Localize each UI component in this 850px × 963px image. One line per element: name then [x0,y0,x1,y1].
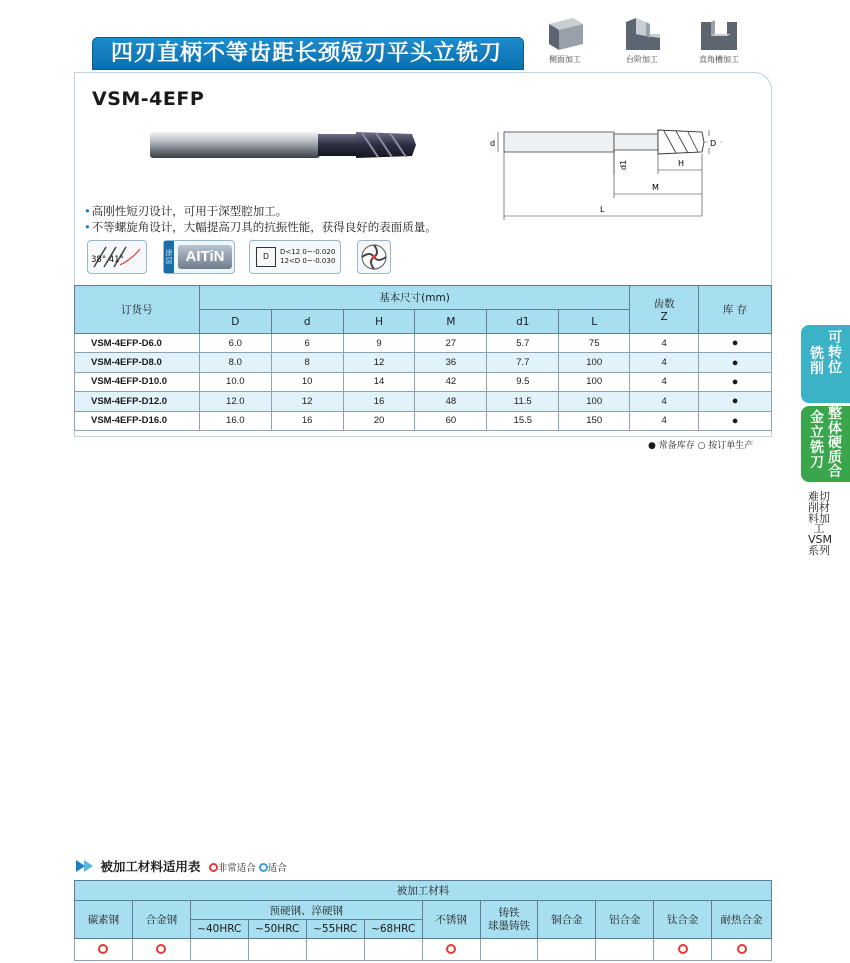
tolerance-line: 12<D 0~-0.030 [280,257,336,265]
suitability-cell [132,939,190,961]
mat-col: 钛合金 [654,901,712,939]
suitability-cell [75,939,133,961]
suitability-cell [596,939,654,961]
very-suitable-icon [678,944,688,954]
side-milling-icon: 侧面加工 [535,16,595,65]
helix-angle-text: 38°,41° [91,255,124,265]
col-M: M [415,310,487,334]
dim-M-label: M [652,183,659,192]
dims-header: 基本尺寸(mm) [199,286,629,310]
table-row: VSM-4EFP-D6.0 6.0 6 9 27 5.7 75 4 ● [75,334,772,353]
col-D: D [199,310,271,334]
feature-item: •不等螺旋角设计，大幅提高刀具的抗振性能，获得良好的表面质量。 [84,220,437,234]
dim-d-label: d [490,139,496,148]
mat-col: 不锈钢 [422,901,480,939]
feature-item: •高刚性短刃设计，可用于深型腔加工。 [84,204,288,218]
table-row [75,939,772,961]
dimension-drawing [490,116,722,231]
mat-col: 合金钢 [132,901,190,939]
col-L: L [559,310,630,334]
material-section-title: 被加工材料适用表 非常适合 适合 [76,857,287,875]
col-d1: d1 [487,310,559,334]
hardness-col: ~55HRC [306,920,364,939]
helix-angle-badge [87,240,147,274]
model-name: VSM-4EFP [92,88,205,110]
side-tab-indexable[interactable]: 铣削 可转位 [801,325,850,403]
hardness-col: ~68HRC [364,920,422,939]
stock-legend: ● 常备库存 ○ 按订单生产 [648,441,754,451]
mat-col: 耐热合金 [712,901,772,939]
very-suitable-icon [737,944,747,954]
very-suitable-icon [156,944,166,954]
hardness-col: ~50HRC [248,920,306,939]
very-suitable-icon [209,863,218,872]
table-row: VSM-4EFP-D12.0 12.0 12 16 48 11.5 100 4 ● [75,392,772,411]
four-flute-icon [357,240,391,274]
suitability-cell [422,939,480,961]
very-suitable-icon [446,944,456,954]
mat-col: 铜合金 [538,901,596,939]
shoulder-milling-icon: 台阶加工 [612,16,672,65]
suitability-cell [190,939,248,961]
double-arrow-icon [76,860,96,872]
table-row: VSM-4EFP-D16.0 16.0 16 20 60 15.5 150 4 ● [75,411,772,430]
material-table [74,880,772,961]
order-header: 订货号 [75,286,200,334]
mat-col: 铸铁 球墨铸铁 [480,901,538,939]
material-group-header: 被加工材料 [75,881,772,901]
tolerance-badge: D D<12 0~-0.020 12<D 0~-0.030 [249,240,341,274]
very-suitable-icon [98,944,108,954]
slotting-icon: 直角槽加工 [689,16,749,65]
coating-badge: 涂层 AITiN [163,240,235,274]
hardness-col: ~40HRC [190,920,248,939]
dim-L-label: L [600,205,605,214]
teeth-header: 齿数 Z [630,286,699,334]
suitability-cell [364,939,422,961]
feature-list [84,203,437,235]
operation-icons [535,16,770,71]
side-tab-solid-carbide[interactable]: 金立铣刀 整体硬质合 [801,406,850,482]
suitability-cell [248,939,306,961]
series-note: 难切削材料加工VSM系列 [808,490,832,557]
suitability-cell [654,939,712,961]
suitability-cell [538,939,596,961]
suitability-cell [306,939,364,961]
suitability-cell [480,939,538,961]
spec-table [74,285,772,431]
stock-header: 库 存 [699,286,772,334]
dim-D-label: D [710,139,717,148]
suitable-icon [259,863,268,872]
end-mill-photo [150,124,420,171]
suitability-cell [712,939,772,961]
dim-d1-label: d1 [619,159,628,170]
page-title: 四刃直柄不等齿距长颈短刃平头立铣刀 [92,37,524,70]
col-d: d [271,310,343,334]
material-legend: 非常适合 适合 [209,863,287,874]
mat-col: 预硬钢、淬硬钢 [190,901,422,920]
table-row: VSM-4EFP-D10.0 10.0 10 14 42 9.5 100 4 ● [75,372,772,391]
tolerance-line: D<12 0~-0.020 [280,248,336,256]
dim-H-label: H [678,159,685,168]
table-row: VSM-4EFP-D8.0 8.0 8 12 36 7.7 100 4 ● [75,353,772,372]
col-H: H [343,310,415,334]
mat-col: 碳素钢 [75,901,133,939]
mat-col: 铝合金 [596,901,654,939]
coating-name: AITiN [178,245,232,269]
